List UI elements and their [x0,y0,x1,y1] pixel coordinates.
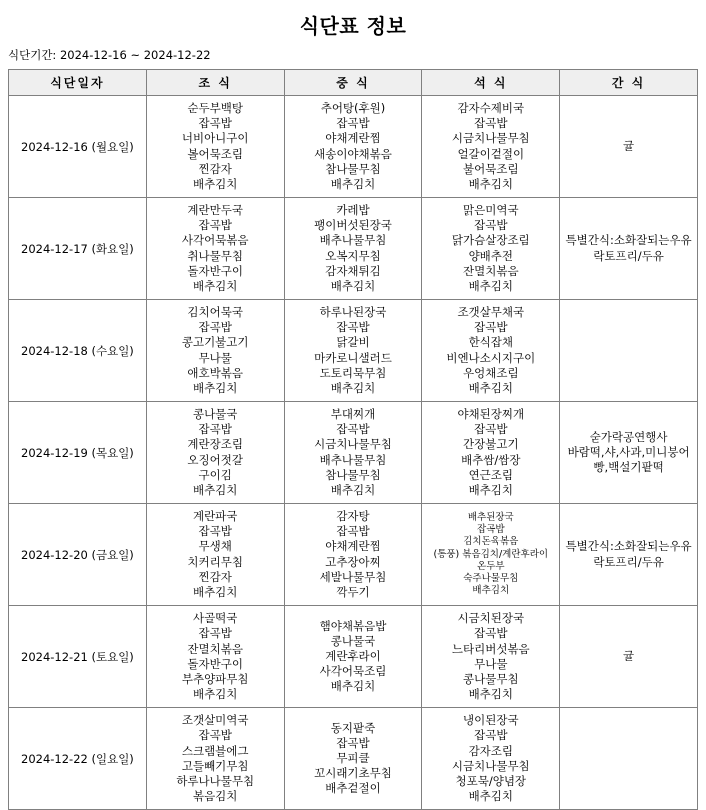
table-row [9,402,698,504]
table-row [9,504,698,606]
menu-item: 콩고기불고기 [181,335,249,350]
menu-item: 닭갈비 [336,335,370,350]
menu-item: 잡곡밥 [336,735,370,750]
table-row [9,606,698,708]
menu-item: 고들빼기무침 [181,758,249,773]
menu-item: 계란후라이 [325,649,381,664]
cell-snack [560,198,698,300]
cell-date: 2024-12-21 (토요일) [9,606,147,708]
menu-item: 햄야채볶음밥 [319,618,387,633]
menu-item: 시금치된장국 [457,611,525,626]
menu-item: 배추김치 [468,278,513,293]
menu-item: 간장불고기 [463,437,519,452]
menu-item: 김치돈육볶음 [463,536,519,548]
menu-item: 추어탕(후원) [320,101,386,115]
menu-item: 배추김치 [192,482,238,497]
menu-item: 부추양파무침 [181,671,249,686]
menu-item: 시금치나물무침 [451,758,530,773]
menu-item: 불어묵조림 [463,161,519,176]
menu-item: 오징어젓갈 [187,452,243,467]
cell-snack [560,504,698,606]
menu-item: 잡곡밥 [198,626,232,641]
menu-item: 순두부백탕 [187,101,243,115]
menu-item: 감자채튀김 [325,263,381,278]
menu-item: 무생채 [198,539,232,554]
cell-breakfast [146,606,284,708]
menu-item: 배추김치 [192,380,238,395]
menu-item: 귤 [623,649,635,664]
cell-date: 2024-12-16 (월요일) [9,96,147,198]
menu-item: 하루나나물무침 [176,773,255,788]
menu-item: 찐감자 [198,161,232,176]
menu-item: 잡곡밥 [474,728,508,743]
menu-item: 배추쌈/쌈장 [461,452,521,467]
menu-item: 빵,백설기팥떡 [593,460,664,475]
cell-lunch [284,606,422,708]
table-row [9,300,698,402]
menu-item: 잔멸치볶음 [187,641,243,656]
menu-item: 얼갈이겉절이 [457,146,525,161]
menu-item: 오복지무침 [325,248,381,263]
cell-snack [560,96,698,198]
menu-item: 잡곡밥 [198,422,232,437]
cell-breakfast [146,504,284,606]
menu-item: 동지팥죽 [330,720,376,735]
menu-item: 숟가락공연행사 [589,429,668,444]
menu-item: 참나물무침 [325,467,381,482]
cell-breakfast [146,96,284,198]
menu-item: 배추김치 [468,176,513,191]
column-header-date: 식단일자 [9,70,147,96]
menu-item: 닭가슴살장조림 [451,233,530,248]
menu-item: 꼬시래기초무침 [314,766,392,781]
menu-item: 잔멸치볶음 [463,263,519,278]
menu-item: 감자조림 [468,743,513,758]
menu-item: 무나물 [198,350,232,365]
menu-item: 락토프리/두유 [593,248,664,263]
menu-item: 사각어묵조림 [319,664,387,679]
menu-item: 잡곡밥 [474,116,508,131]
menu-item: 느타리버섯볶음 [451,641,530,656]
cell-snack [560,606,698,708]
cell-date: 2024-12-20 (금요일) [9,504,147,606]
menu-item: 야채된장찌개 [457,407,525,422]
cell-dinner [422,300,560,402]
cell-dinner [422,198,560,300]
menu-item: 잡곡밥 [198,320,232,335]
menu-item: 고추장아찌 [325,554,381,569]
column-header-snack: 간 식 [560,70,698,96]
cell-lunch [284,708,422,810]
menu-item: 찐감자 [198,569,232,584]
menu-item: 배추김치 [330,278,376,293]
menu-item: 특별간식:소화잘되는우유 [565,539,692,554]
menu-item: 온두부 [477,560,505,572]
menu-item: 야채계란찜 [325,131,381,146]
menu-item: 배추된장국 [467,512,514,524]
cell-dinner [422,402,560,504]
menu-item: 배추김치 [468,482,513,497]
menu-item: 볶음김치 [192,789,238,804]
cell-dinner [422,96,560,198]
table-body [9,96,698,810]
menu-item: 배추김치 [468,789,513,804]
menu-item: 잡곡밥 [474,218,508,233]
cell-breakfast [146,402,284,504]
cell-lunch [284,198,422,300]
table-row [9,198,698,300]
menu-item: 잡곡밥 [336,524,370,539]
cell-breakfast [146,300,284,402]
menu-item: 배추김치 [330,176,376,191]
table-row [9,96,698,198]
cell-date: 2024-12-22 (일요일) [9,708,147,810]
cell-snack [560,300,698,402]
menu-item: 감자탕 [336,509,370,524]
menu-item: 숙주나물무침 [463,572,519,584]
column-header-lunch: 중 식 [284,70,422,96]
menu-item: 콩나물무침 [463,671,519,686]
menu-item: 배추김치 [472,585,510,597]
menu-item: 부대찌개 [330,407,376,422]
menu-item: 조갯살미역국 [181,713,249,728]
menu-item: 콩나물국 [330,633,376,648]
menu-item: 냉이된장국 [463,713,519,728]
menu-item: 김치어묵국 [187,305,243,320]
menu-item: 하루나된장국 [319,305,387,320]
menu-item: 배추김치 [192,278,238,293]
menu-item: 사골떡국 [192,611,238,626]
menu-item: 배추김치 [330,482,376,497]
cell-date: 2024-12-19 (목요일) [9,402,147,504]
table-header-row [9,70,698,96]
menu-item: 마카로니샐러드 [314,350,392,365]
menu-item: 참나물무침 [325,161,381,176]
menu-item: 돌자반구이 [187,263,243,278]
cell-snack [560,402,698,504]
menu-item: 애호박볶음 [187,365,243,380]
menu-item: 귤 [623,138,635,153]
menu-item: 잡곡밥 [474,422,508,437]
menu-item: 우엉채조림 [463,365,519,380]
menu-item: 볼어묵조림 [187,146,243,161]
menu-item: 맑은미역국 [463,203,519,218]
menu-item: 치커리무침 [187,554,243,569]
menu-item: 시금치나물무침 [314,437,392,452]
page-title: 식단표 정보 [299,14,407,38]
menu-item: 돌자반구이 [187,656,243,671]
menu-item: 깍두기 [336,584,370,599]
menu-item: 배추김치 [192,176,238,191]
menu-item: 특별간식:소화잘되는우유 [565,233,692,248]
menu-item: 계란장조림 [187,437,243,452]
table-header [9,70,698,96]
menu-item: 시금치나물무침 [451,131,530,146]
menu-item: 잡곡밥 [198,728,232,743]
menu-item: 잡곡밥 [198,218,232,233]
menu-item: 잡곡밥 [336,116,370,131]
cell-lunch [284,402,422,504]
menu-item: 락토프리/두유 [593,554,664,569]
menu-item: 청포묵/양념장 [455,773,527,788]
cell-breakfast [146,708,284,810]
menu-item: 조갯살무채국 [457,305,525,320]
menu-item: 무나물 [474,656,508,671]
menu-item: 배추김치 [468,380,513,395]
menu-item: 연근조림 [468,467,513,482]
cell-dinner [422,504,560,606]
cell-dinner [422,708,560,810]
column-header-dinner: 석 식 [422,70,560,96]
menu-item: 무피클 [336,751,370,766]
menu-item: 세발나물무침 [319,569,387,584]
cell-lunch [284,504,422,606]
menu-item: 구이김 [198,467,232,482]
menu-item: 계란만두국 [187,203,243,218]
table-row [9,708,698,810]
menu-item: 배추김치 [192,687,238,702]
menu-item: 잡곡밥 [474,320,508,335]
menu-item: 배추김치 [192,584,238,599]
cell-dinner [422,606,560,708]
period-label: 식단기간: 2024-12-16 ~ 2024-12-22 [8,48,211,62]
menu-item: 배추나물무침 [319,233,387,248]
menu-item: (통풍) 볶음김치/계란후라이 [433,548,549,560]
menu-item: 배추겉절이 [325,781,381,796]
menu-item: 배추김치 [330,380,376,395]
menu-item: 양배추전 [468,248,513,263]
menu-item: 잡곡밥 [198,524,232,539]
menu-item: 감자수제비국 [457,101,525,115]
menu-item: 잡곡밥 [336,320,370,335]
menu-item: 배추나물무침 [319,452,387,467]
menu-item: 사각어묵볶음 [181,233,249,248]
cell-date: 2024-12-18 (수요일) [9,300,147,402]
cell-snack [560,708,698,810]
cell-lunch [284,300,422,402]
menu-item: 비엔나소시지구이 [446,350,536,365]
column-header-breakfast: 조 식 [146,70,284,96]
menu-item: 스크램블에그 [181,743,249,758]
menu-item: 계란파국 [192,509,238,524]
cell-date: 2024-12-17 (화요일) [9,198,147,300]
meal-plan-table [8,69,698,810]
menu-item: 팽이버섯된장국 [314,218,392,233]
menu-item: 콩나물국 [192,407,238,422]
menu-item: 배추김치 [330,679,376,694]
meal-plan-page [0,10,706,810]
menu-item: 한식잡채 [468,335,513,350]
menu-item: 너비아니구이 [181,131,249,146]
cell-lunch [284,96,422,198]
menu-item: 야채계란찜 [325,539,381,554]
cell-breakfast [146,198,284,300]
menu-item: 새송이야채볶음 [314,146,392,161]
menu-item: 잡곡밥 [336,422,370,437]
menu-item: 취나물무침 [187,248,243,263]
menu-item: 도토리묵무침 [319,365,387,380]
menu-item: 바람떡,샤,사과,미니붕어 [567,445,690,460]
menu-item: 잡곡밥 [474,626,508,641]
menu-item: 잡곡밥 [198,116,232,131]
menu-item: 카레밥 [336,203,370,218]
menu-item: 잡곡밥 [477,524,505,536]
menu-item: 배추김치 [468,687,513,702]
